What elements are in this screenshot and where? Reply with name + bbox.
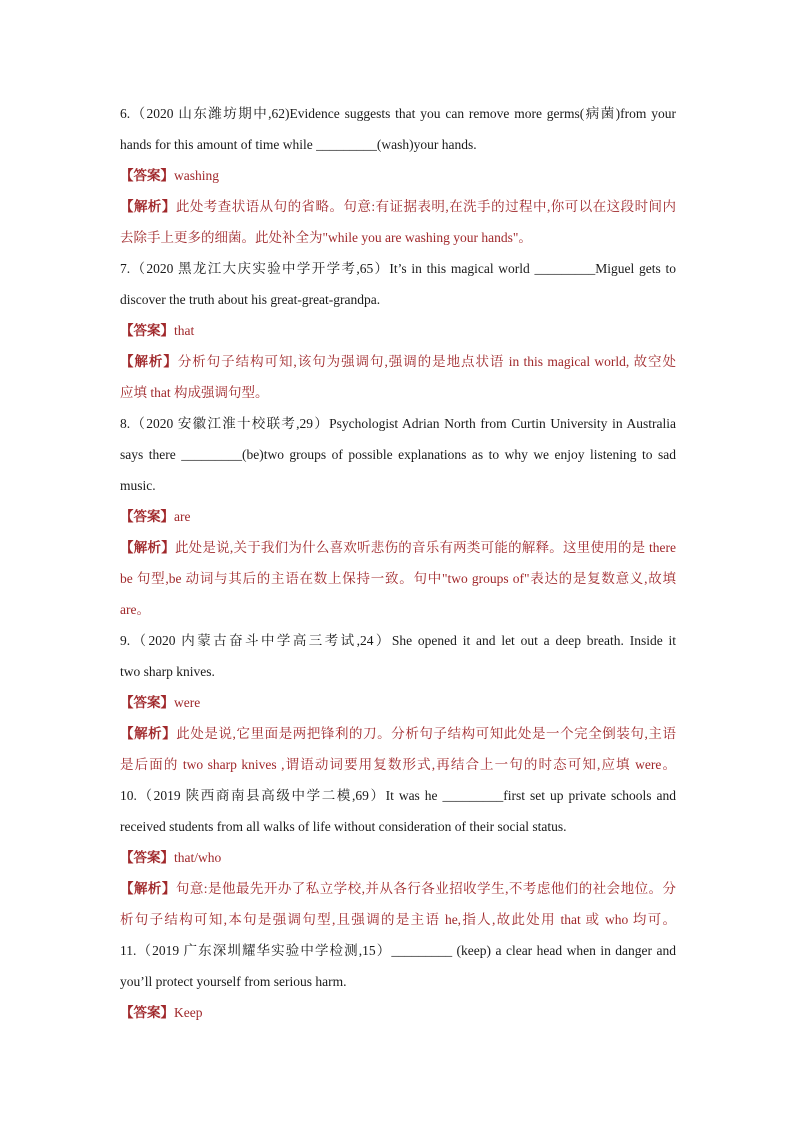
answer-label: 【答案】: [120, 509, 174, 524]
question-line: [120, 284, 676, 315]
question-text: discover the truth about his great-great-grandpa.: [120, 292, 381, 307]
answer-text: that/who: [174, 850, 222, 865]
question-text: hands for this amount of time while _________(wash)your hands.: [120, 137, 477, 152]
question-text: says there _________(be)two groups of possible explanations as to why we enjoy listening to sad: [120, 447, 676, 462]
answer-label: 【答案】: [120, 1005, 174, 1020]
question-line: [120, 470, 676, 501]
answer-label: 【答案】: [120, 323, 174, 338]
explanation-text: 去除手上更多的细菌。此处补全为"while you are washing your hands"。: [120, 230, 532, 245]
explanation-text: 应填 that 构成强调句型。: [120, 385, 269, 400]
explanation-line: [120, 749, 676, 780]
question-line: [120, 811, 676, 842]
question-line: [120, 625, 676, 656]
explanation-label: 【解析】: [120, 881, 176, 896]
explanation-text: 此处是说,关于我们为什么喜欢听悲伤的音乐有两类可能的解释。这里使用的是 there: [174, 540, 676, 555]
explanation-label: 【解析】: [120, 199, 176, 214]
question-text: 10.（2019 陕西商南县高级中学二模,69）It was he _________first set up private schools and: [120, 788, 676, 803]
question-text: received students from all walks of life without consideration of their social status.: [120, 819, 567, 834]
question-text: 9.（2020 内蒙古奋斗中学高三考试,24）She opened it and let out a deep breath. Inside it: [120, 633, 676, 648]
explanation-line: [120, 346, 676, 377]
explanation-text: 此处考查状语从句的省略。句意:有证据表明,在洗手的过程中,你可以在这段时间内: [175, 199, 676, 214]
explanation-line: [120, 191, 676, 222]
explanation-text: are。: [120, 602, 150, 617]
explanation-text: 是后面的 two sharp knives ,谓语动词要用复数形式,再结合上一句的时态可知,应填 were。: [120, 757, 676, 772]
explanation-text: 句意:是他最先开办了私立学校,并从各行各业招收学生,不考虑他们的社会地位。分: [175, 881, 676, 896]
explanation-text: be 句型,be 动词与其后的主语在数上保持一致。句中"two groups of"表达的是复数意义,故填: [120, 571, 676, 586]
explanation-line: [120, 718, 676, 749]
explanation-line: [120, 594, 676, 625]
answer-text: were: [174, 695, 201, 710]
answer-line: [120, 997, 676, 1028]
question-text: music.: [120, 478, 156, 493]
answer-text: washing: [174, 168, 219, 183]
question-line: [120, 253, 676, 284]
explanation-line: [120, 532, 676, 563]
explanation-text: 分析句子结构可知,该句为强调句,强调的是地点状语 in this magical world, 故空处: [177, 354, 676, 369]
answer-text: Keep: [174, 1005, 203, 1020]
question-text: two sharp knives.: [120, 664, 215, 679]
question-line: [120, 966, 676, 997]
explanation-label: 【解析】: [120, 726, 177, 741]
explanation-text: 析句子结构可知,本句是强调句型,且强调的是主语 he,指人,故此处用 that 或 who 均可。: [120, 912, 676, 927]
question-text: 6.（2020 山东潍坊期中,62)Evidence suggests that you can remove more germs(病菌)from your: [120, 106, 676, 121]
answer-text: are: [174, 509, 191, 524]
explanation-line: [120, 563, 676, 594]
question-line: [120, 98, 676, 129]
explanation-line: [120, 377, 676, 408]
explanation-label: 【解析】: [120, 354, 178, 369]
explanation-line: [120, 904, 676, 935]
question-line: [120, 408, 676, 439]
question-line: [120, 656, 676, 687]
explanation-label: 【解析】: [120, 540, 175, 555]
question-line: [120, 129, 676, 160]
answer-line: [120, 501, 676, 532]
answer-label: 【答案】: [120, 850, 174, 865]
answer-line: [120, 315, 676, 346]
question-text: 7.（2020 黑龙江大庆实验中学开学考,65）It’s in this magical world _________Miguel gets to: [120, 261, 676, 276]
answer-line: [120, 160, 676, 191]
question-line: [120, 780, 676, 811]
answer-label: 【答案】: [120, 168, 174, 183]
question-text: you’ll protect yourself from serious harm.: [120, 974, 347, 989]
answer-label: 【答案】: [120, 695, 174, 710]
question-text: 11.（2019 广东深圳耀华实验中学检测,15）_________ (keep) a clear head when in danger and: [120, 943, 676, 958]
question-line: [120, 935, 676, 966]
question-line: [120, 439, 676, 470]
answer-line: [120, 687, 676, 718]
explanation-line: [120, 222, 676, 253]
answer-text: that: [174, 323, 195, 338]
exercise-text-block: [120, 98, 676, 1028]
explanation-text: 此处是说,它里面是两把锋利的刀。分析句子结构可知此处是一个完全倒装句,主语: [176, 726, 676, 741]
question-text: 8.（2020 安徽江淮十校联考,29）Psychologist Adrian North from Curtin University in Australia: [120, 416, 676, 431]
answer-line: [120, 842, 676, 873]
explanation-line: [120, 873, 676, 904]
